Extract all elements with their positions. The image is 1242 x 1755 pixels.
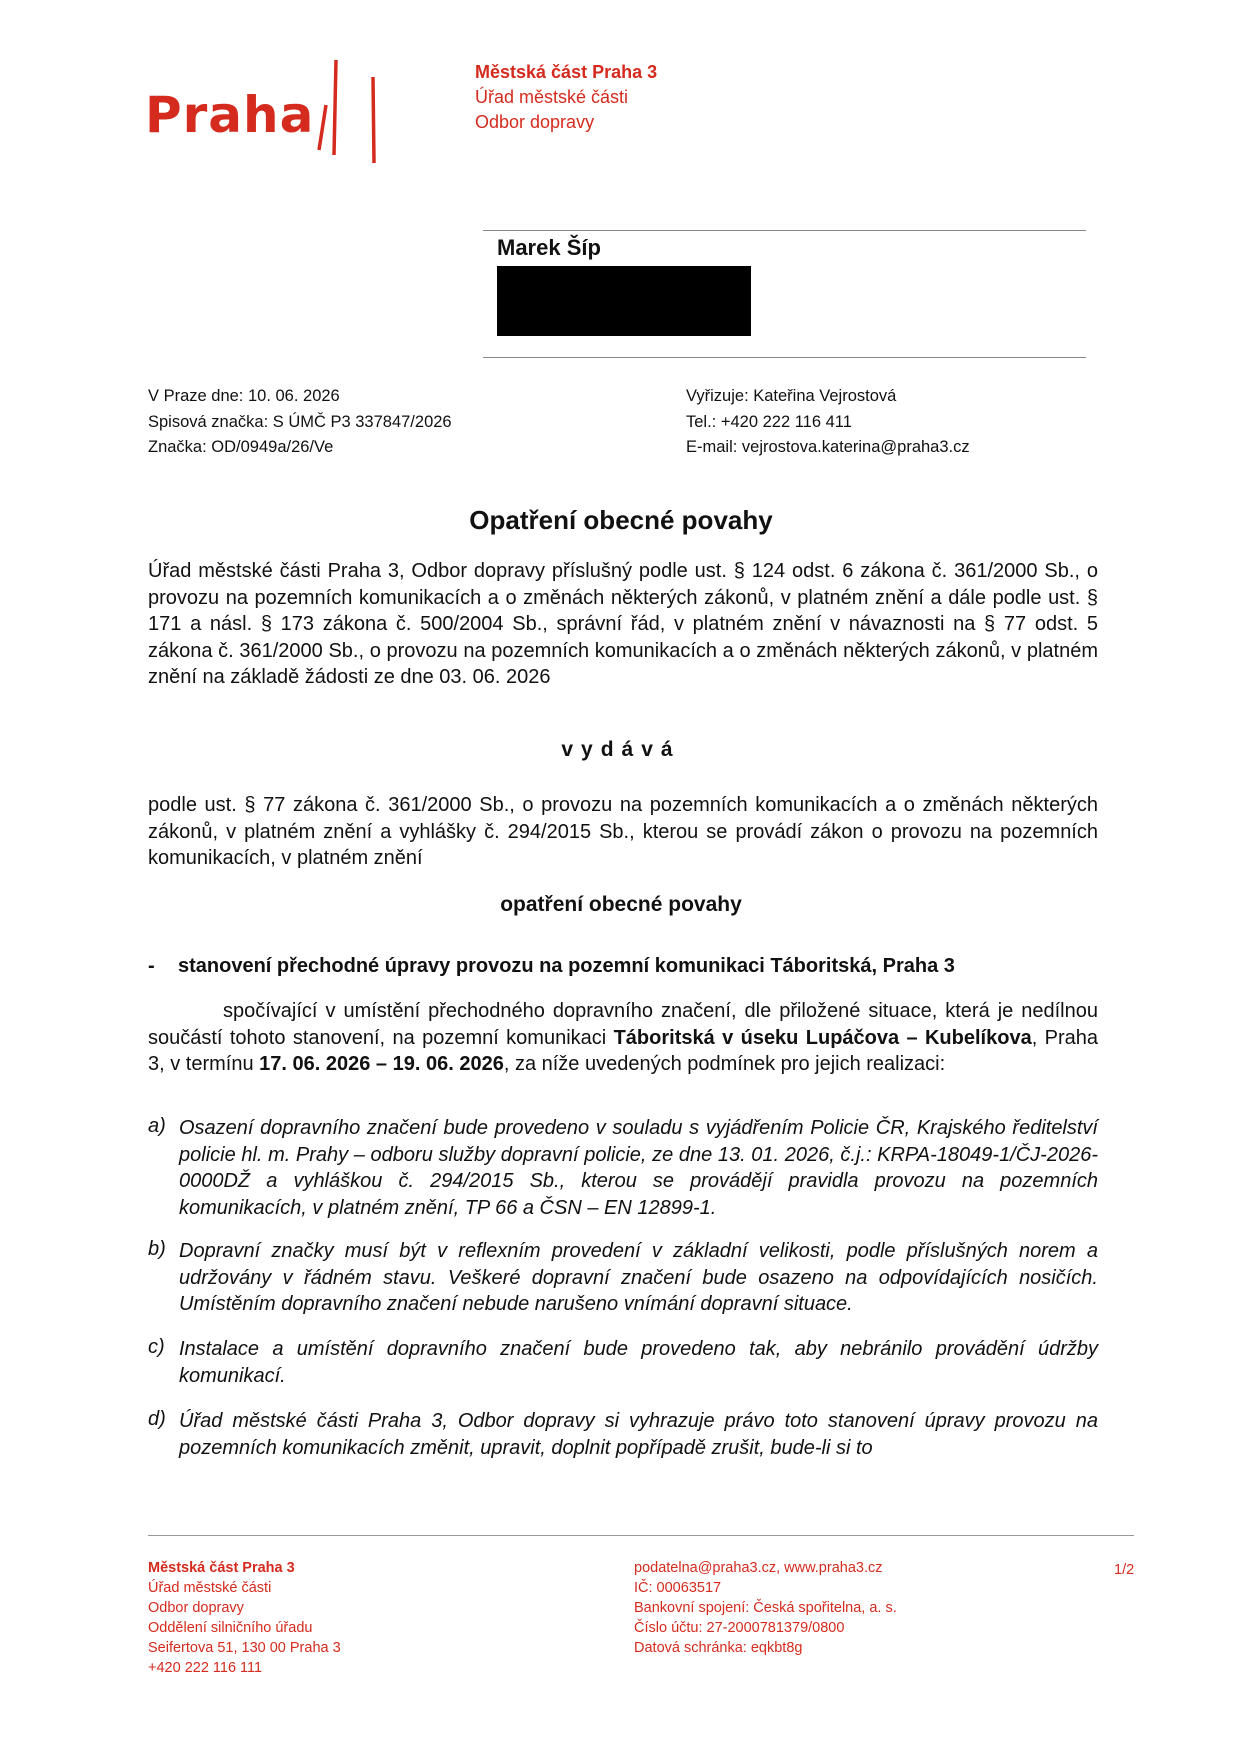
reference-block (148, 384, 452, 461)
footer-address (148, 1558, 341, 1678)
issuer-name: Městská část Praha 3 (475, 62, 658, 82)
issuer-block (475, 60, 657, 135)
detail-text-1: spočívající v umístění přechodného dopravního značení, dle přiložené situace, která je nedílnou součástí tohoto stanovení, na pozemní komunikaci (148, 1000, 1098, 1049)
handler-phone: Tel.: +420 222 116 411 (686, 412, 852, 431)
footer-phone: +420 222 116 111 (148, 1660, 263, 1676)
footer-street: Seifertova 51, 130 00 Praha 3 (148, 1640, 341, 1656)
page-number: 1/2 (1114, 1562, 1135, 1578)
detail-text-2: , Praha 3, v termínu (148, 1026, 1098, 1075)
condition-text-b: Dopravní značky musí být v reflexním provedení v základní velikosti, podle příslušných norem a udržovány v řádném stavu. Veškeré dopravní značení bude osazeno na odpovídajících nosičích. Umístěním dopravního značení nebude narušeno vnímání dopravní situace. (179, 1240, 1098, 1315)
condition-label-a: a) (148, 1115, 166, 1137)
footer-section: Oddělení silničního úřadu (148, 1620, 313, 1636)
measure-subject: stanovení přechodné úpravy provozu na pozemní komunikaci Táboritská, Praha 3 (178, 955, 955, 977)
bullet-marker: - (148, 955, 155, 977)
legal-basis-paragraph: podle ust. § 77 zákona č. 361/2000 Sb., o provozu na pozemních komunikacích a o změnách některých zákonů, v platném znění a vyhlášky č. 294/2015 Sb., kterou se provádí zákon o provozu na pozemních komunikacích, v platném znění (148, 794, 1098, 869)
contact-block (686, 384, 970, 461)
file-reference: Spisová značka: S ÚMČ P3 337847/2026 (148, 412, 452, 431)
condition-text-a: Osazení dopravního značení bude provedeno v souladu s vyjádřením Policie ČR, Krajského ředitelství policie hl. m. Prahy – odboru služby dopravní policie, ze dne 13. 01. 2026, č.j.: KRPA-18049-1/ČJ-2026-0000DŽ a vyhláškou č. 294/2015 Sb., kterou se provádějí pravidla provozu na pozemních komunikacích, v platném znění, TP 66 a ČSN – EN 12899-1. (179, 1117, 1098, 1219)
condition-text-d: Úřad městské části Praha 3, Odbor dopravy si vyhrazuje právo toto stanovení úpravy provozu na pozemních komunikacích změnit, upravit, doplnit popřípadě zrušit, bude-li si to (179, 1410, 1098, 1459)
condition-label-d: d) (148, 1408, 166, 1430)
recipient-bottom-rule (483, 357, 1086, 358)
recipient-top-rule (483, 230, 1086, 231)
detail-period: 17. 06. 2026 – 19. 06. 2026 (259, 1053, 504, 1075)
condition-label-b: b) (148, 1238, 166, 1260)
footer-department: Odbor dopravy (148, 1600, 244, 1616)
footer-email-web: podatelna@praha3.cz, www.praha3.cz (634, 1560, 883, 1576)
document-mark: Značka: OD/0949a/26/Ve (148, 438, 334, 456)
footer-account: Číslo účtu: 27-2000781379/0800 (634, 1620, 845, 1636)
footer-ico: IČ: 00063517 (634, 1580, 722, 1596)
intro-paragraph: Úřad městské části Praha 3, Odbor dopravy příslušný podle ust. § 124 odst. 6 zákona č. 361/2000 Sb., o provozu na pozemních komunikacích a o změnách některých zákonů, v platném znění a dále podle ust. § 171 a násl. § 173 zákona č. 500/2004 Sb., správní řád, v platném znění v návaznosti na § 77 odst. 5 zákona č. 361/2000 Sb., o provozu na pozemních komunikacích a o změnách některých zákonů, v platném znění na základě žádosti ze dne 03. 06. 2026 (148, 560, 1098, 688)
condition-text-c: Instalace a umístění dopravního značení bude provedeno tak, aby nebránilo provádění údržby komunikací. (179, 1338, 1098, 1387)
footer-databox: Datová schránka: eqkbt8g (634, 1640, 803, 1656)
footer-bank: Bankovní spojení: Česká spořitelna, a. s. (634, 1600, 897, 1616)
footer-contacts (634, 1558, 897, 1658)
handler-email: E-mail: vejrostova.katerina@praha3.cz (686, 438, 970, 456)
detail-text-3: , za níže uvedených podmínek pro jejich realizaci: (503, 1053, 946, 1075)
issue-date: V Praze dne: 10. 06. 2026 (148, 387, 340, 405)
praha-logo-bars (313, 55, 383, 165)
measure-detail (148, 998, 1098, 1078)
praha-logo-text: Praha (145, 86, 315, 144)
recipient-name: Marek Šíp (497, 235, 601, 260)
footer-office: Úřad městské části (148, 1580, 272, 1596)
measure-subtitle: opatření obecné povahy (500, 893, 742, 916)
issuer-office: Úřad městské části (475, 87, 629, 107)
condition-label-c: c) (148, 1336, 165, 1358)
footer-rule (148, 1535, 1134, 1536)
issues-heading: vydává (561, 738, 681, 761)
handler-name: Vyřizuje: Kateřina Vejrostová (686, 387, 897, 405)
detail-location: Táboritská v úseku Lupáčova – Kubelíkova (613, 1026, 1032, 1049)
document-title: Opatření obecné povahy (469, 505, 773, 535)
footer-org: Městská část Praha 3 (148, 1560, 295, 1576)
issuer-department: Odbor dopravy (475, 112, 595, 132)
redacted-address (497, 266, 751, 336)
